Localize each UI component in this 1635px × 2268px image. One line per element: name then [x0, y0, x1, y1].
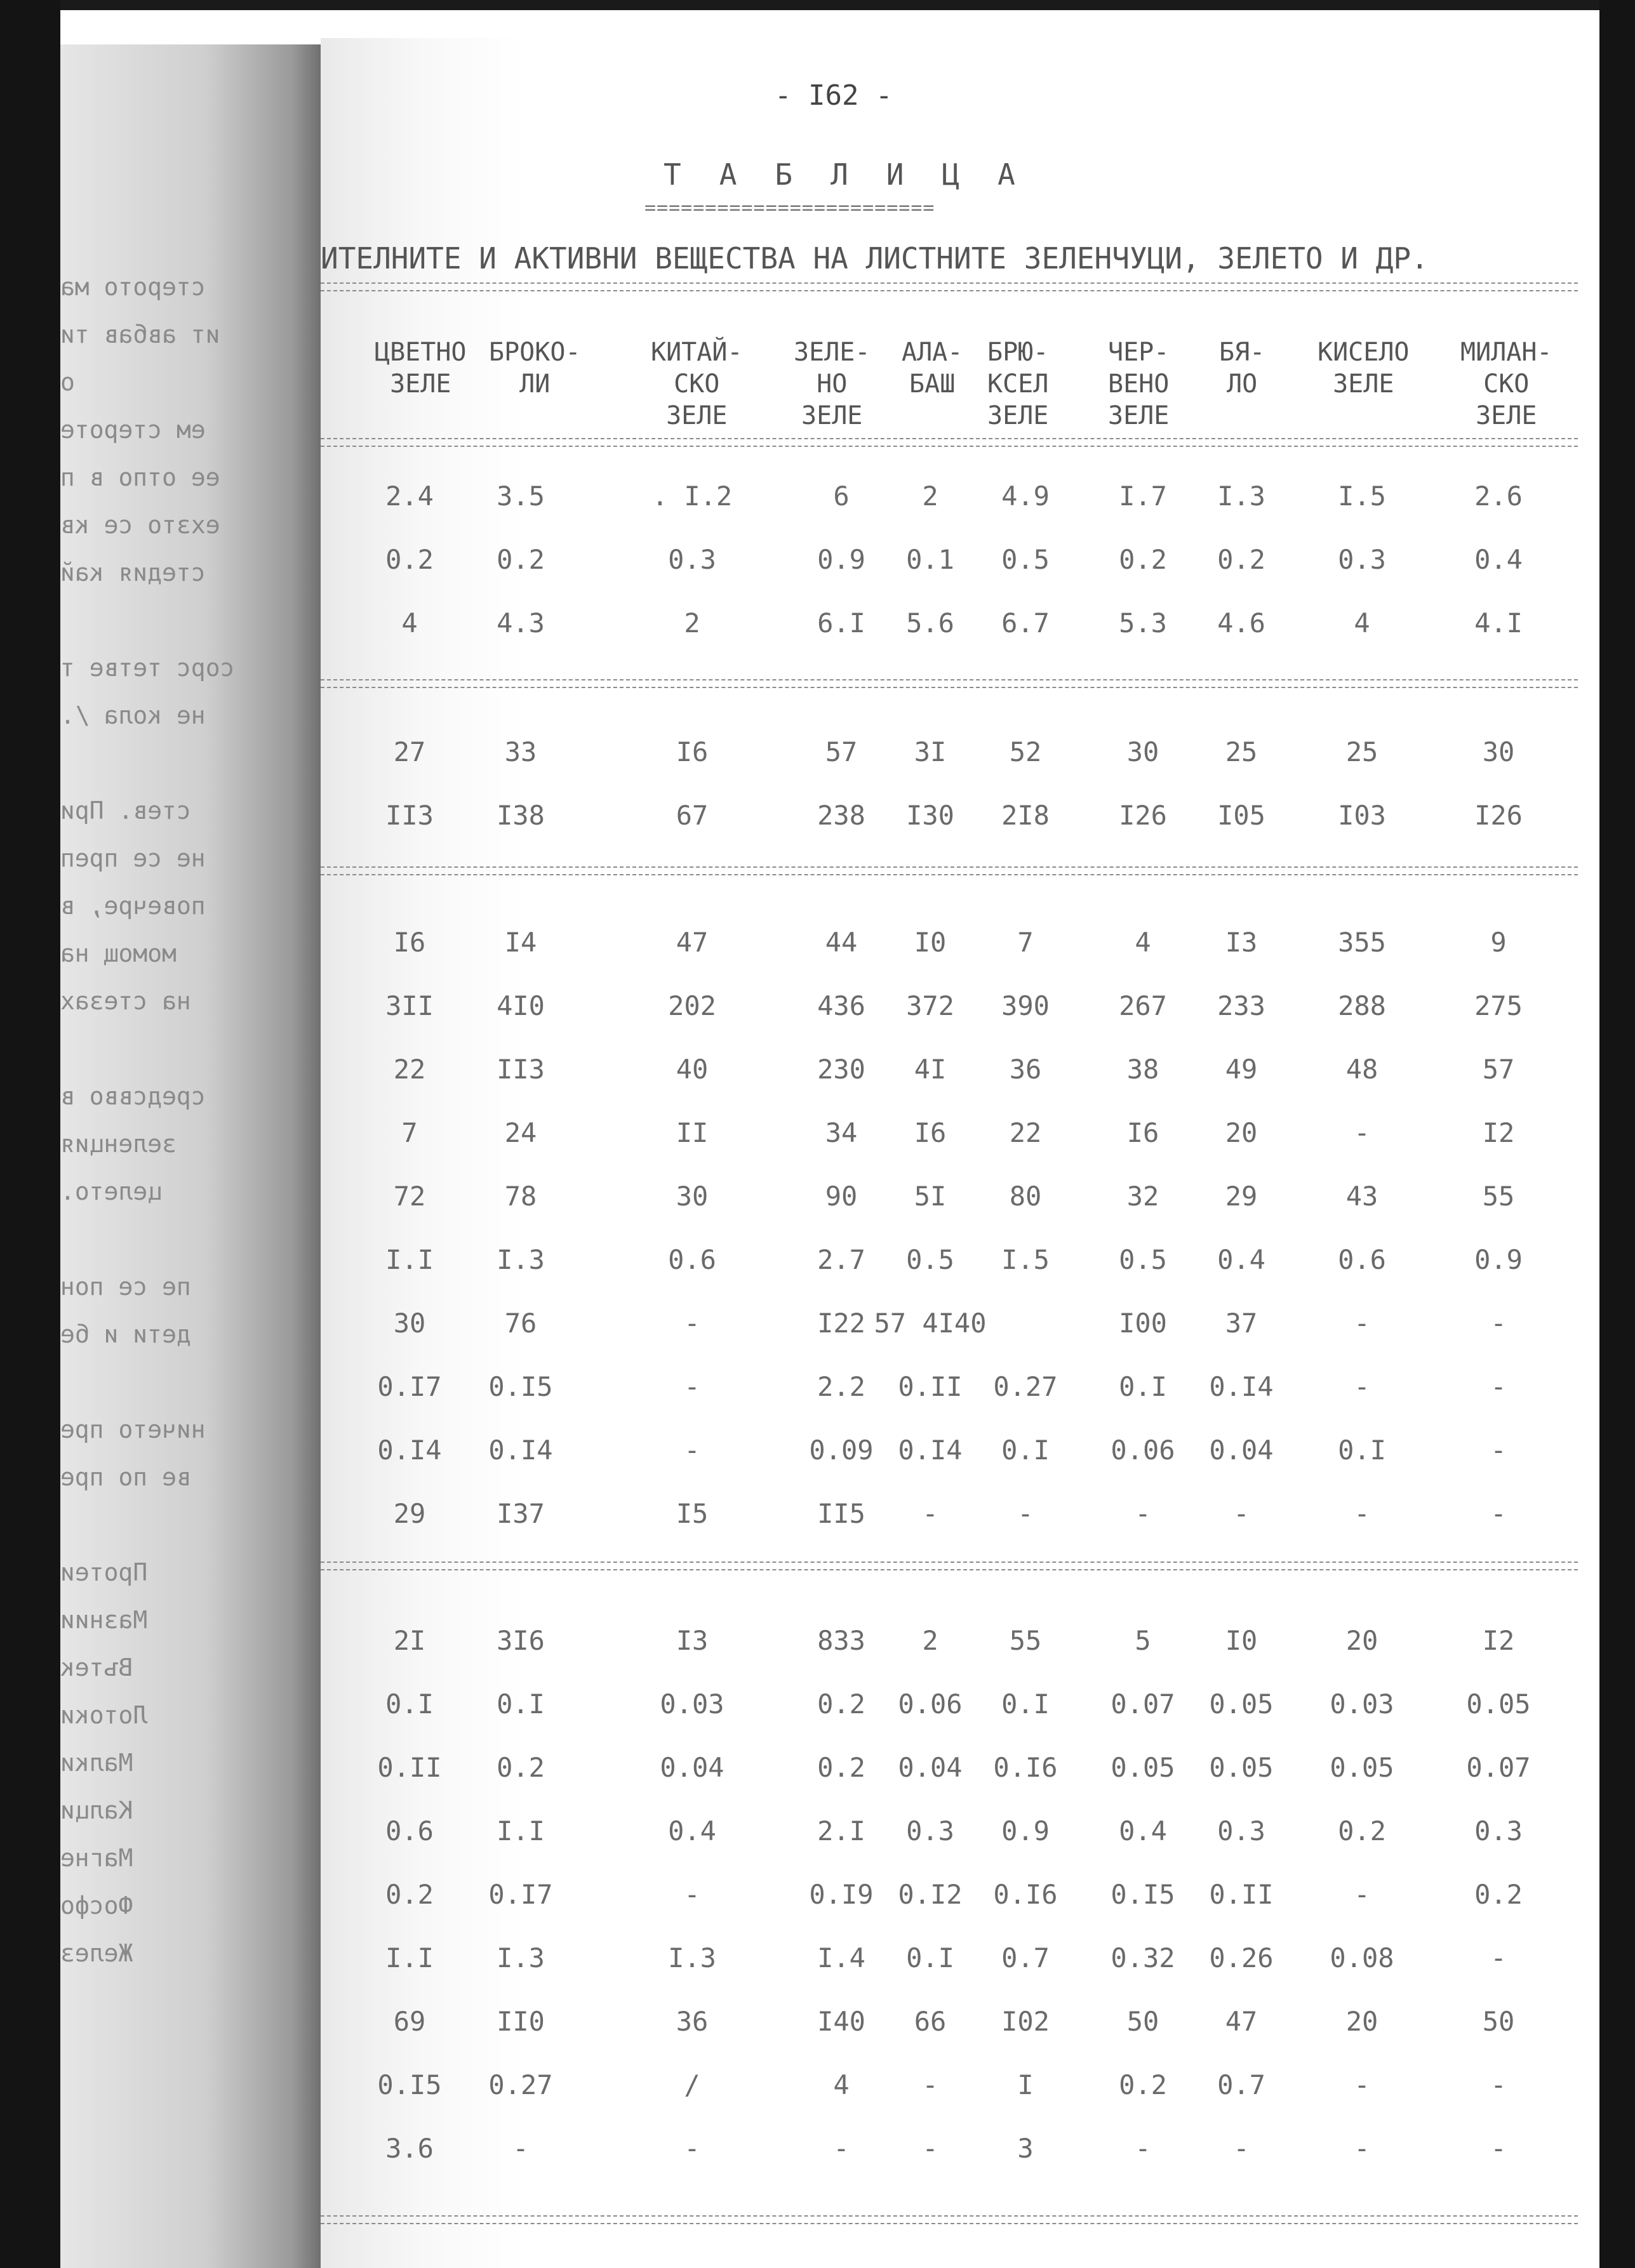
table-cell: 67: [676, 800, 709, 831]
table-cell: 32: [1126, 1181, 1159, 1212]
table-cell: 6: [833, 481, 850, 512]
table-cell: 55: [1482, 1181, 1515, 1212]
table-cell: 0.5: [906, 1244, 954, 1275]
table-cell: 0.2: [1474, 1879, 1523, 1910]
table-cell: 0.2: [385, 1879, 434, 1910]
column-header: КИТАЙ- СКО ЗЕЛЕ: [651, 338, 743, 430]
table-cell: 30: [676, 1181, 709, 1212]
table-cell: 0.2: [497, 544, 545, 575]
table-cell: -: [1354, 2069, 1370, 2100]
dashed-rule: [321, 2215, 1578, 2224]
column-header: БРЮ- КСЕЛ ЗЕЛЕ: [987, 338, 1049, 430]
table-cell: 0.04: [898, 1752, 963, 1783]
table-cell: -: [922, 2069, 938, 2100]
table-cell: 0.05: [1330, 1752, 1394, 1783]
table-cell: II3: [497, 1054, 545, 1085]
mirrored-line: ем стероте: [60, 416, 206, 444]
table-cell: 372: [906, 990, 954, 1021]
table-cell: 0.3: [668, 544, 716, 575]
table-cell: 275: [1474, 990, 1523, 1021]
table-cell: 0.4: [1474, 544, 1523, 575]
table-cell: 55: [1009, 1625, 1042, 1656]
table-cell: 238: [817, 800, 865, 831]
table-cell: 4I: [914, 1054, 947, 1085]
table-cell: 3.5: [497, 481, 545, 512]
table-cell: 202: [668, 990, 716, 1021]
table-cell: 0.I7: [488, 1879, 553, 1910]
table-cell: 0.2: [817, 1688, 865, 1720]
table-cell: I3: [676, 1625, 709, 1656]
table-cell: 0.I: [1001, 1435, 1050, 1466]
mirrored-line: Фосфо: [60, 1892, 133, 1920]
table-cell: 0.9: [1474, 1244, 1523, 1275]
mirrored-line: Малки: [60, 1749, 133, 1777]
table-cell: 0.3: [1217, 1815, 1265, 1847]
mirrored-line: Калци: [60, 1796, 133, 1824]
table-cell: 0.2: [497, 1752, 545, 1783]
table-cell: I37: [497, 1498, 545, 1529]
table-cell: 50: [1126, 2006, 1159, 2037]
table-cell: -: [684, 1308, 700, 1339]
table-cell: 267: [1119, 990, 1167, 1021]
scanner-border-top: [0, 0, 1635, 10]
column-header: КИСЕЛО ЗЕЛЕ: [1318, 338, 1410, 399]
table-cell: 29: [393, 1498, 426, 1529]
table-cell: 25: [1345, 736, 1378, 767]
table-cell: 0.2: [385, 544, 434, 575]
table-cell: 30: [1126, 736, 1159, 767]
table-cell: 0.7: [1001, 1942, 1050, 1973]
mirrored-line: не се преп: [60, 844, 206, 872]
mirrored-line: ехзто се кв: [60, 511, 220, 539]
table-cell: -: [1354, 2133, 1370, 2164]
table-cell: I6: [676, 736, 709, 767]
table-cell: II0: [497, 2006, 545, 2037]
dashed-rule: [321, 438, 1578, 447]
table-cell: 2I: [393, 1625, 426, 1656]
table-cell: I26: [1474, 800, 1523, 831]
column-header: ЧЕР- ВЕНО ЗЕЛЕ: [1108, 338, 1170, 430]
table-cell: 4I0: [497, 990, 545, 1021]
table-cell: -: [1233, 1498, 1250, 1529]
table-cell: 5.6: [906, 607, 954, 639]
table-cell: 4: [401, 607, 418, 639]
table-cell: 0.I5: [377, 2069, 442, 2100]
table-cell: 0.2: [817, 1752, 865, 1783]
table-cell: 0.6: [385, 1815, 434, 1847]
mirrored-line: Вътек: [60, 1654, 133, 1681]
table-cell: I4: [504, 927, 537, 958]
table-cell: 230: [817, 1054, 865, 1085]
table-cell: 4.3: [497, 607, 545, 639]
table-cell: I.7: [1119, 481, 1167, 512]
scanner-border-left: [0, 0, 60, 2268]
table-cell: 69: [393, 2006, 426, 2037]
table-cell: 0.6: [668, 1244, 716, 1275]
page-number: - I62 -: [775, 79, 893, 112]
table-cell: 25: [1225, 736, 1258, 767]
table-cell: 0.26: [1209, 1942, 1274, 1973]
table-cell: 0.I9: [809, 1879, 874, 1910]
table-cell: -: [1490, 1308, 1507, 1339]
table-cell: 0.04: [660, 1752, 724, 1783]
table-cell: 2.I: [817, 1815, 865, 1847]
table-cell: 0.I: [385, 1688, 434, 1720]
table-cell: 36: [1009, 1054, 1042, 1085]
table-cell: 0.I: [906, 1942, 954, 1973]
table-cell: I.3: [497, 1942, 545, 1973]
table-cell: 0.3: [1338, 544, 1386, 575]
column-header: АЛА- БАШ: [902, 338, 963, 399]
mirrored-line: Протеи: [60, 1558, 148, 1586]
table-cell: 0.07: [1466, 1752, 1531, 1783]
table-cell: 2.4: [385, 481, 434, 512]
table-cell: 7: [1017, 927, 1034, 958]
table-cell: 0.03: [1330, 1688, 1394, 1720]
column-header: ЦВЕТНО ЗЕЛЕ: [375, 338, 467, 399]
table-cell: -: [512, 2133, 529, 2164]
table-cell: -: [1354, 1879, 1370, 1910]
mirrored-line: стерото ма: [60, 273, 206, 301]
table-cell: 0.27: [993, 1371, 1058, 1402]
table-cell: 50: [1482, 2006, 1515, 2037]
table-cell: 48: [1345, 1054, 1378, 1085]
table-cell: I02: [1001, 2006, 1050, 2037]
table-cell: 0.2: [1119, 544, 1167, 575]
table-cell: 0.9: [817, 544, 865, 575]
table-cell: 40: [676, 1054, 709, 1085]
table-cell: I6: [914, 1117, 947, 1148]
table-cell: 436: [817, 990, 865, 1021]
table-cell: 833: [817, 1625, 865, 1656]
scanner-border-right: [1599, 0, 1635, 2268]
table-cell: 6.7: [1001, 607, 1050, 639]
table-cell: 0.05: [1209, 1752, 1274, 1783]
table-cell: 6.I: [817, 607, 865, 639]
table-cell: I40: [817, 2006, 865, 2037]
mirrored-line: сорс тетве т: [60, 654, 235, 682]
table-cell: 4: [1135, 927, 1151, 958]
table-cell: I26: [1119, 800, 1167, 831]
table-cell: -: [1490, 2069, 1507, 2100]
mirrored-line: ее отпо в п: [60, 463, 220, 491]
table-cell: 3.6: [385, 2133, 434, 2164]
table-cell: -: [684, 1879, 700, 1910]
table-cell: -: [1354, 1308, 1370, 1339]
table-cell: I.3: [497, 1244, 545, 1275]
table-cell: 57: [825, 736, 858, 767]
table-cell: 5I: [914, 1181, 947, 1212]
table-cell: 0.I7: [377, 1371, 442, 1402]
table-cell: -: [922, 1498, 938, 1529]
mirrored-line: Лотоки: [60, 1701, 148, 1729]
table-cell: 0.06: [898, 1688, 963, 1720]
table-cell: -: [1354, 1117, 1370, 1148]
table-cell: 0.I: [1001, 1688, 1050, 1720]
mirrored-line: Мазнии: [60, 1606, 148, 1634]
table-cell: 0.II: [898, 1371, 963, 1402]
column-header: ЗЕЛЕ- НО ЗЕЛЕ: [794, 338, 871, 430]
table-cell: I22: [817, 1308, 865, 1339]
table-cell: 0.06: [1111, 1435, 1175, 1466]
table-heading: ТАБЛИЦА: [664, 157, 1053, 192]
mirrored-line: ничето пре: [60, 1416, 206, 1443]
table-cell: 0.II: [1209, 1879, 1274, 1910]
table-cell: 0.7: [1217, 2069, 1265, 2100]
table-cell: 0.3: [1474, 1815, 1523, 1847]
table-cell: 0.I: [1338, 1435, 1386, 1466]
column-header: БЯ- ЛО: [1219, 338, 1265, 399]
table-title: ИТЕЛНИТЕ И АКТИВНИ ВЕЩЕСТВА НА ЛИСТНИТЕ ЗЕЛЕНЧУЦИ, ЗЕЛЕТО И ДР.: [321, 241, 1429, 275]
table-cell: 0.08: [1330, 1942, 1394, 1973]
table-cell: 0.4: [1119, 1815, 1167, 1847]
table-cell: I38: [497, 800, 545, 831]
table-cell: II5: [817, 1498, 865, 1529]
mirrored-line: Магне: [60, 1844, 133, 1872]
table-cell: 7: [401, 1117, 418, 1148]
table-cell: I0: [1225, 1625, 1258, 1656]
mirrored-line: пе се пон: [60, 1273, 191, 1301]
table-cell: 2: [684, 607, 700, 639]
table-cell: 80: [1009, 1181, 1042, 1212]
mirrored-line: стев. При: [60, 797, 191, 825]
table-cell: I: [1017, 2069, 1034, 2100]
table-cell: 29: [1225, 1181, 1258, 1212]
table-cell: -: [833, 2133, 850, 2164]
table-cell: I6: [393, 927, 426, 958]
table-cell: I00: [1119, 1308, 1167, 1339]
table-cell: 2I8: [1001, 800, 1050, 831]
mirrored-line: зеленция: [60, 1130, 177, 1158]
mirrored-line: не кола /.: [60, 701, 206, 729]
table-cell: 0.II: [377, 1752, 442, 1783]
table-cell: 43: [1345, 1181, 1378, 1212]
table-cell: 5: [1135, 1625, 1151, 1656]
table-cell: 22: [393, 1054, 426, 1085]
table-cell: 9: [1490, 927, 1507, 958]
table-cell: -: [1233, 2133, 1250, 2164]
dashed-rule: [321, 679, 1578, 688]
table-cell: 2.2: [817, 1371, 865, 1402]
mirrored-line: o: [60, 368, 75, 396]
table-cell: 0.I6: [993, 1752, 1058, 1783]
table-cell: -: [922, 2133, 938, 2164]
table-cell: 0.I2: [898, 1879, 963, 1910]
mirrored-line: целето.: [60, 1177, 163, 1205]
mirrored-line: на стезах: [60, 987, 191, 1015]
mirrored-line: Желез: [60, 1939, 133, 1967]
table-cell: 0.I: [497, 1688, 545, 1720]
table-cell: 0.I4: [1209, 1371, 1274, 1402]
table-cell: 20: [1345, 1625, 1378, 1656]
table-cell: 36: [676, 2006, 709, 2037]
table-cell: -: [684, 2133, 700, 2164]
table-cell: 0.I: [1119, 1371, 1167, 1402]
table-cell: 0.04: [1209, 1435, 1274, 1466]
table-cell: 57 4I40: [874, 1308, 987, 1339]
table-cell: 0.6: [1338, 1244, 1386, 1275]
table-cell: 0.32: [1111, 1942, 1175, 1973]
table-cell: I30: [906, 800, 954, 831]
table-cell: I.I: [385, 1244, 434, 1275]
table-cell: 0.03: [660, 1688, 724, 1720]
table-cell: 72: [393, 1181, 426, 1212]
table-cell: 78: [504, 1181, 537, 1212]
heading-underline: ========================: [644, 197, 935, 219]
table-cell: 0.4: [668, 1815, 716, 1847]
table-cell: 3I: [914, 736, 947, 767]
table-cell: 4.6: [1217, 607, 1265, 639]
table-cell: 57: [1482, 1054, 1515, 1085]
dashed-rule: [321, 866, 1578, 875]
table-cell: I.5: [1001, 1244, 1050, 1275]
table-cell: -: [684, 1371, 700, 1402]
dashed-rule: [321, 282, 1578, 291]
table-cell: I5: [676, 1498, 709, 1529]
table-cell: I.I: [385, 1942, 434, 1973]
table-cell: 4: [1354, 607, 1370, 639]
table-cell: 47: [1225, 2006, 1258, 2037]
table-cell: 20: [1225, 1117, 1258, 1148]
table-cell: 66: [914, 2006, 947, 2037]
table-cell: I.3: [668, 1942, 716, 1973]
table-cell: 33: [504, 736, 537, 767]
table-cell: 0.I4: [488, 1435, 553, 1466]
table-cell: -: [1135, 2133, 1151, 2164]
table-cell: 2.7: [817, 1244, 865, 1275]
table-cell: I.3: [1217, 481, 1265, 512]
table-cell: II: [676, 1117, 709, 1148]
table-cell: I03: [1338, 800, 1386, 831]
mirrored-line: стедия кай: [60, 559, 206, 587]
table-cell: I.5: [1338, 481, 1386, 512]
table-cell: I.4: [817, 1942, 865, 1973]
table-cell: 233: [1217, 990, 1265, 1021]
table-cell: . I.2: [651, 481, 733, 512]
table-cell: 4.9: [1001, 481, 1050, 512]
table-cell: 390: [1001, 990, 1050, 1021]
table-cell: 49: [1225, 1054, 1258, 1085]
table-cell: 44: [825, 927, 858, 958]
table-cell: 76: [504, 1308, 537, 1339]
table-cell: 0.5: [1001, 544, 1050, 575]
mirrored-line: повечре, в: [60, 892, 206, 920]
table-cell: 90: [825, 1181, 858, 1212]
table-cell: 0.05: [1209, 1688, 1274, 1720]
mirrored-line: дети и бе: [60, 1320, 191, 1348]
table-cell: 2: [922, 1625, 938, 1656]
mirrored-line: момощ на: [60, 939, 177, 967]
table-cell: I.I: [497, 1815, 545, 1847]
table-cell: 288: [1338, 990, 1386, 1021]
table-cell: -: [1017, 1498, 1034, 1529]
table-cell: 0.27: [488, 2069, 553, 2100]
mirrored-line: ве по пре: [60, 1463, 191, 1491]
table-cell: -: [1490, 2133, 1507, 2164]
column-header: МИЛАН- СКО ЗЕЛЕ: [1460, 338, 1552, 430]
table-cell: -: [1135, 1498, 1151, 1529]
table-cell: 0.05: [1466, 1688, 1531, 1720]
table-cell: 24: [504, 1117, 537, 1148]
table-cell: I3: [1225, 927, 1258, 958]
table-cell: 52: [1009, 736, 1042, 767]
table-cell: 30: [393, 1308, 426, 1339]
table-cell: 0.9: [1001, 1815, 1050, 1847]
table-cell: 20: [1345, 2006, 1378, 2037]
table-cell: 0.I4: [377, 1435, 442, 1466]
table-cell: 0.1: [906, 544, 954, 575]
table-cell: II3: [385, 800, 434, 831]
table-cell: 0.05: [1111, 1752, 1175, 1783]
table-cell: 4: [833, 2069, 850, 2100]
table-cell: 30: [1482, 736, 1515, 767]
table-cell: 0.3: [906, 1815, 954, 1847]
table-cell: 2.6: [1474, 481, 1523, 512]
table-cell: 0.I5: [488, 1371, 553, 1402]
table-cell: 0.07: [1111, 1688, 1175, 1720]
table-cell: 0.09: [809, 1435, 874, 1466]
table-cell: 0.I4: [898, 1435, 963, 1466]
table-cell: 0.I5: [1111, 1879, 1175, 1910]
table-cell: 3: [1017, 2133, 1034, 2164]
table-cell: 37: [1225, 1308, 1258, 1339]
table-cell: 0.2: [1119, 2069, 1167, 2100]
table-cell: 47: [676, 927, 709, 958]
table-cell: -: [684, 1435, 700, 1466]
table-cell: I2: [1482, 1117, 1515, 1148]
table-cell: /: [684, 2069, 700, 2100]
table-cell: 2: [922, 481, 938, 512]
table-cell: 0.5: [1119, 1244, 1167, 1275]
table-cell: 0.2: [1217, 544, 1265, 575]
facing-page-bleed: [60, 44, 324, 2268]
table-cell: 27: [393, 736, 426, 767]
table-cell: I2: [1482, 1625, 1515, 1656]
table-cell: 34: [825, 1117, 858, 1148]
mirrored-line: средсвво в: [60, 1082, 206, 1110]
table-cell: -: [1490, 1942, 1507, 1973]
table-cell: -: [1354, 1498, 1370, 1529]
table-cell: I6: [1126, 1117, 1159, 1148]
table-cell: -: [1490, 1435, 1507, 1466]
table-cell: I05: [1217, 800, 1265, 831]
mirrored-line: ит авбав ти: [60, 321, 220, 348]
table-cell: 4.I: [1474, 607, 1523, 639]
table-cell: 22: [1009, 1117, 1042, 1148]
table-cell: 5.3: [1119, 607, 1167, 639]
table-cell: 3I6: [497, 1625, 545, 1656]
dashed-rule: [321, 1562, 1578, 1570]
table-cell: 0.2: [1338, 1815, 1386, 1847]
table-cell: -: [1490, 1371, 1507, 1402]
table-cell: 0.4: [1217, 1244, 1265, 1275]
table-cell: 355: [1338, 927, 1386, 958]
table-cell: I0: [914, 927, 947, 958]
column-header: БРОКО- ЛИ: [489, 338, 581, 399]
table-cell: -: [1490, 1498, 1507, 1529]
table-cell: 0.I6: [993, 1879, 1058, 1910]
table-cell: -: [1354, 1371, 1370, 1402]
table-cell: 38: [1126, 1054, 1159, 1085]
table-cell: 3II: [385, 990, 434, 1021]
